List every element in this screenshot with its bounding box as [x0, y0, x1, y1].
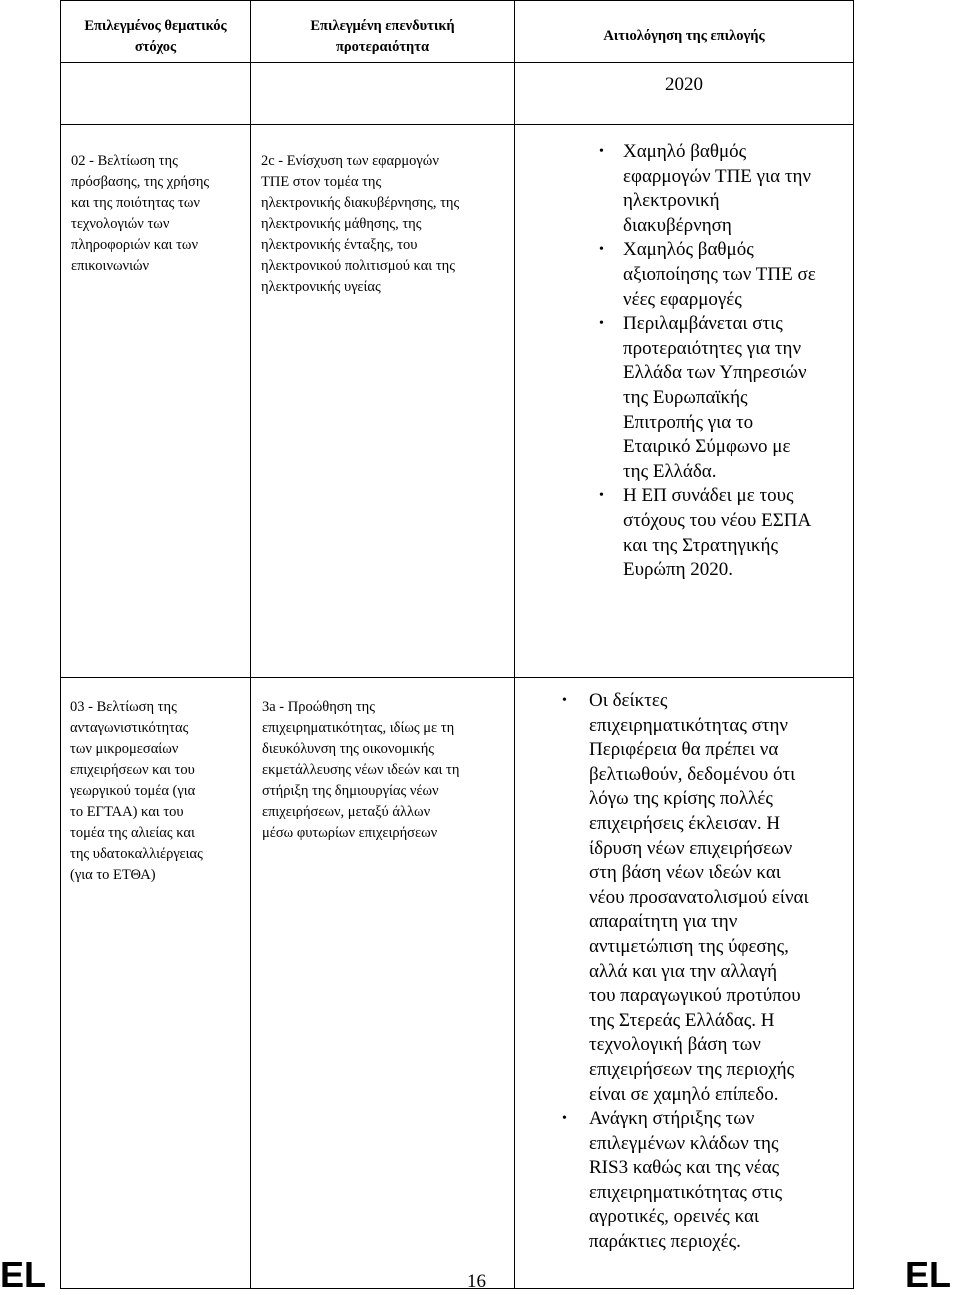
cell-text-line: γεωργικού τομέα (για [70, 783, 196, 799]
bullet-text-line: της Στερεάς Ελλάδας. Η [589, 1009, 775, 1031]
bullet-text-line: Ευρώπη 2020. [623, 559, 734, 581]
justification-cell [515, 125, 854, 678]
bullet-text-line: εφαρμογών ΤΠΕ για την [623, 165, 812, 187]
bullet-text-line: παράκτιες περιοχές. [589, 1231, 741, 1253]
objective-cell [61, 125, 251, 678]
bullet-text-line: ίδρυση νέων επιχειρήσεων [589, 837, 793, 859]
priority-cell [251, 678, 515, 1289]
year-row-blank-1 [61, 63, 251, 125]
bullet-text-line: διακυβέρνηση [623, 214, 732, 236]
bullet-text-line: νέου προσανατολισμού είναι [589, 886, 809, 908]
year-row-blank-2 [251, 63, 515, 125]
bullet-text-line: επιχειρήσεων της περιοχής [589, 1058, 795, 1080]
bullet-text-line: • Η ΕΠ συνάδει με τους [623, 485, 794, 507]
bullet-text-line: • Χαμηλός βαθμός [623, 239, 754, 261]
cell-text-line: και της ποιότητας των [71, 195, 200, 211]
cell-text-line: 3a - Προώθηση της [262, 699, 375, 715]
header-text-line: προτεραιότητα [335, 38, 430, 55]
header-text-line: Επιλεγμένη επενδυτική [310, 17, 455, 34]
bullet-text-line: αλλά και για την αλλαγή [589, 960, 778, 982]
bullet-text-line: ηλεκτρονική [623, 190, 720, 212]
cell-text-line: 03 - Βελτίωση της [70, 699, 177, 715]
cell-text-line: ηλεκτρονικής μάθησης, της [261, 216, 422, 232]
list-item [515, 140, 853, 238]
cell-text-line: μέσω φυτωρίων επιχειρήσεων [262, 825, 438, 841]
priority-cell [251, 125, 515, 678]
cell-text-line: πληροφοριών και των [71, 237, 199, 253]
cell-text-line: τεχνολογιών των [71, 216, 170, 232]
language-mark-right: EL [905, 1254, 952, 1295]
bullet-text-line: επιχειρήσεις έκλεισαν. Η [589, 812, 781, 834]
cell-text-line: διευκόλυνση της οικονομικής [262, 741, 435, 757]
bullet-text-line: είναι σε χαμηλό επίπεδο. [589, 1083, 779, 1105]
bullet-text-line: • Ανάγκη στήριξης των [589, 1108, 755, 1130]
list-item [515, 312, 853, 484]
bullet-text-line: απαραίτητη για την [589, 911, 738, 933]
bullet-text-line: αξιοποίησης των ΤΠΕ σε [623, 263, 816, 285]
table-row [61, 125, 854, 678]
cell-text-line: (για το ΕΤΘΑ) [70, 867, 156, 883]
bullet-text-line: στη βάση νέων ιδεών και [589, 862, 781, 884]
list-item [515, 689, 853, 1107]
bullet-text-line: λόγω της κρίσης πολλές [589, 788, 773, 810]
cell-text-line: επιχειρηματικότητας, ιδίως με τη [262, 720, 455, 736]
cell-text-line: 2c - Ενίσχυση των εφαρμογών [261, 153, 439, 169]
cell-text-line: επιχειρήσεων και του [70, 762, 195, 778]
bullet-text-line: Περιφέρεια θα πρέπει να [589, 739, 779, 761]
cell-text-line: ανταγωνιστικότητας [70, 720, 189, 736]
header-row [61, 1, 854, 63]
bullet-text-line: της Ευρωπαϊκής [623, 386, 748, 408]
cell-text-line: της υδατοκαλλιέργειας [70, 846, 203, 862]
cell-text-line: ηλεκτρονικού πολιτισμού και της [261, 258, 455, 274]
bullet-text-line: RIS3 καθώς και της νέας [589, 1157, 780, 1179]
cell-text-line: στήριξη της δημιουργίας νέων [262, 783, 439, 799]
bullet-text-line: • Χαμηλό βαθμός [623, 141, 747, 162]
cell-text-line: ΤΠΕ στον τομέα της [261, 174, 382, 190]
cell-text-line: ηλεκτρονικής ένταξης, του [261, 237, 418, 253]
cell-text-line: τομέα της αλιείας και [70, 825, 195, 841]
bullet-text-line: επιχειρηματικότητας στην [589, 714, 789, 736]
cell-text-line: επικοινωνιών [71, 258, 150, 274]
cell-text-line: το ΕΓΤΑΑ) και του [70, 804, 184, 820]
bullet-text-line: της Ελλάδα. [623, 460, 717, 482]
bullet-text-line: του παραγωγικού προτύπου [589, 985, 801, 1007]
cell-text-line: 02 - Βελτίωση της [71, 153, 178, 169]
bullet-text-line: επιλεγμένων κλάδων της [589, 1132, 779, 1154]
bullet-text-line: αγροτικές, ορεινές και [589, 1206, 760, 1228]
bullet-text-line: αντιμετώπιση της ύφεσης, [589, 935, 789, 957]
bullet-text-line: νέες εφαρμογές [623, 288, 742, 310]
page-number: 16 [467, 1271, 486, 1292]
bullet-text-line: Επιτροπής για το [623, 411, 754, 433]
cell-text-line: ηλεκτρονικής υγείας [261, 279, 381, 295]
cell-text-line: εκμετάλλευσης νέων ιδεών και τη [262, 762, 460, 778]
bullet-text-line: τεχνολογική βάση των [589, 1034, 761, 1056]
cell-text-line: των μικρομεσαίων [70, 741, 179, 757]
bullet-text-line: και της Στρατηγικής [623, 534, 778, 556]
bullet-text-line: Ελλάδα των Υπηρεσιών [623, 362, 807, 384]
list-item [515, 238, 853, 312]
year-row [61, 63, 854, 125]
language-mark-left: EL [0, 1254, 47, 1295]
cell-text-line: ηλεκτρονικής διακυβέρνησης, της [261, 195, 460, 211]
investment-priorities-table [60, 0, 854, 1289]
header-text-line: στόχος [134, 38, 177, 55]
bullet-text-line: • Οι δείκτες [589, 690, 668, 711]
header-text-line: Επιλεγμένος θεματικός [84, 17, 227, 34]
list-item [515, 1107, 853, 1255]
bullet-text-line: Εταιρικό Σύμφωνο με [623, 436, 791, 458]
bullet-text-line: • Περιλαμβάνεται στις [623, 313, 783, 335]
bullet-text-line: προτεραιότητες για την [623, 337, 802, 359]
bullet-text-line: βελτιωθούν, δεδομένου ότι [589, 763, 796, 785]
year-cell: 2020 [515, 63, 854, 125]
header-priority [251, 1, 515, 63]
bullet-text-line: στόχους του νέου ΕΣΠΑ [623, 509, 812, 531]
list-item [515, 484, 853, 582]
header-justification: Αιτιολόγηση της επιλογής [515, 1, 854, 63]
justification-cell [515, 678, 854, 1289]
header-objective [61, 1, 251, 63]
cell-text-line: πρόσβασης, της χρήσης [71, 174, 210, 190]
bullet-text-line: επιχειρηματικότητας στις [589, 1181, 783, 1203]
cell-text-line: επιχειρήσεων, μεταξύ άλλων [262, 804, 431, 820]
table-row [61, 678, 854, 1289]
objective-cell [61, 678, 251, 1289]
